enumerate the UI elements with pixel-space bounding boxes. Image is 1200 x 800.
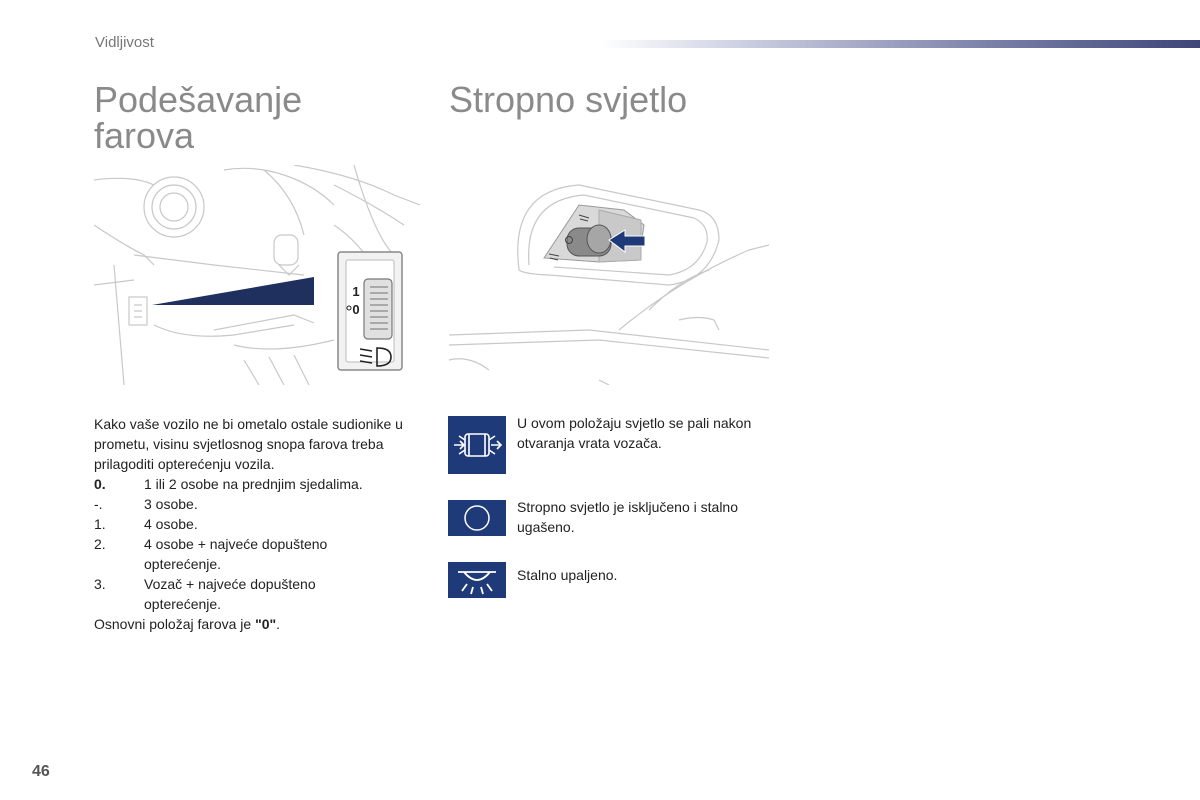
- headlamp-adjustment-title: Podešavanje farova: [94, 79, 303, 156]
- list-item-number: 2.: [94, 536, 106, 552]
- list-item-number: -.: [94, 496, 103, 512]
- position-description: Stropno svjetlo je isključeno i stalno ugašeno.: [517, 499, 739, 535]
- headlamp-instructions: [94, 414, 434, 634]
- list-item: [94, 534, 434, 574]
- list-item-body: [144, 574, 316, 614]
- list-item-text: 3 osobe.: [144, 496, 198, 512]
- list-item-body: [144, 534, 327, 574]
- outro-prefix: Osnovni položaj farova je: [94, 616, 256, 632]
- list-item-number: 0.: [94, 476, 106, 492]
- list-item-text-cont: opterećenje.: [144, 596, 222, 612]
- courtesy-light-title: Stropno svjetlo: [449, 79, 688, 120]
- list-item-text: 1 ili 2 osobe na prednjim sjedalima.: [144, 476, 363, 492]
- list-item: [94, 474, 434, 494]
- page-number: 46: [32, 763, 50, 780]
- list-item-text: 4 osobe + najveće dopušteno: [144, 536, 328, 552]
- header-gradient-bar: [600, 40, 1200, 48]
- off-circle-icon: [448, 500, 506, 536]
- list-item-number: 3.: [94, 576, 106, 592]
- outro-value: "0": [255, 616, 277, 632]
- dial-label-0: 0: [352, 302, 360, 317]
- outro-suffix: .: [276, 616, 281, 632]
- list-item-text: Vozač + najveće dopušteno: [144, 576, 316, 592]
- position-description: U ovom položaju svjetlo se pali nakon otvaranja vrata vozača.: [517, 415, 752, 451]
- list-item-text-cont: opterećenje.: [144, 556, 222, 572]
- list-item-number: 1.: [94, 516, 106, 532]
- list-item-text: 4 osobe.: [144, 516, 198, 532]
- courtesy-light-illustration: [449, 170, 774, 385]
- list-item: [94, 574, 434, 614]
- outro-text: [94, 614, 434, 634]
- list-item: [94, 494, 434, 514]
- intro-text: Kako vaše vozilo ne bi ometalo ostale sudionike u prometu, visinu svjetlosnog snopa farova treba prilagoditi opterećenju vozila.: [94, 416, 403, 472]
- dashboard-illustration: [94, 165, 420, 385]
- lamp-on-icon: [448, 562, 506, 598]
- section-label: Vidljivost: [95, 34, 154, 51]
- position-description: Stalno upaljeno.: [517, 567, 618, 583]
- list-item: [94, 514, 434, 534]
- door-courtesy-icon: [448, 416, 506, 474]
- dial-label-1: 1: [352, 284, 360, 299]
